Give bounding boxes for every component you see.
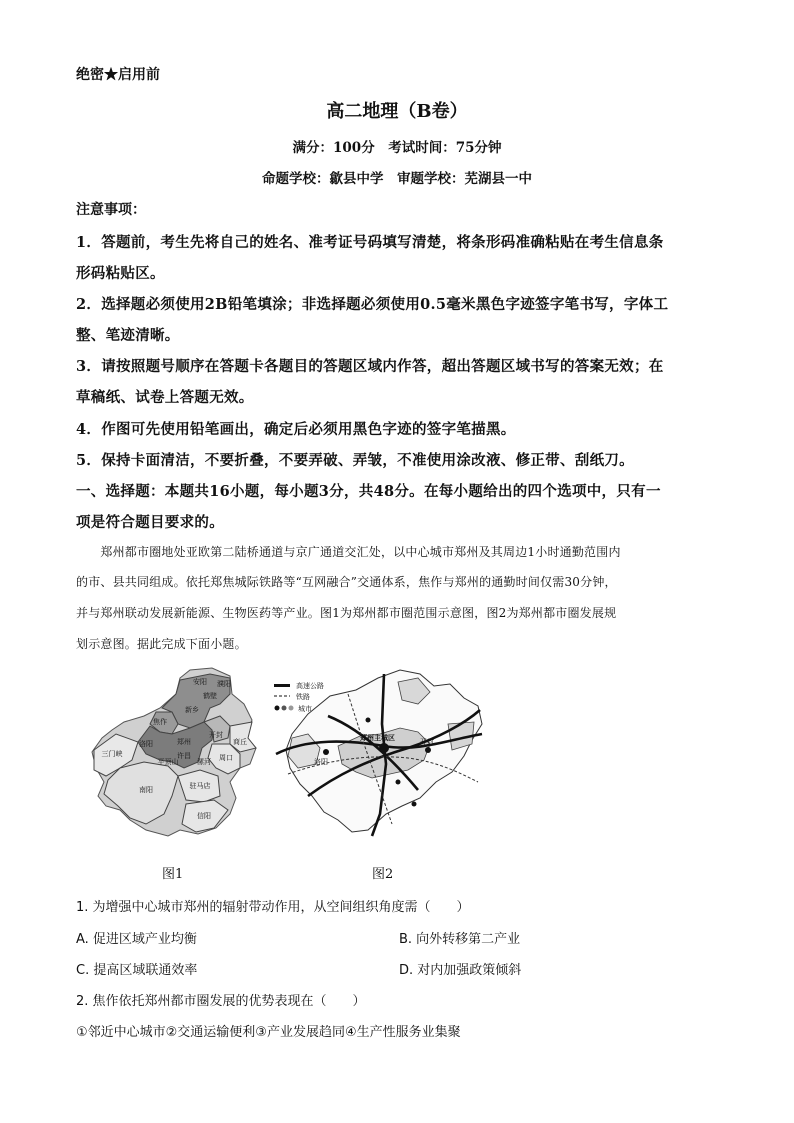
label-pingdingshan: 平顶山	[157, 758, 179, 766]
figure2-map	[268, 664, 492, 840]
question-1-option-c: C. 提高区域联通效率	[76, 963, 198, 978]
question-1-option-b: B. 向外转移第二产业	[399, 932, 521, 947]
label-nanyang: 南阳	[139, 786, 153, 794]
label-kaifeng: 开封	[209, 731, 223, 739]
label-puyang: 濮阳	[217, 680, 231, 688]
notice-line: 3．请按照题号顺序在答题卡各题目的答题区域内作答，超出答题区域书写的答案无效；在	[76, 358, 664, 375]
passage-line: 并与郑州联动发展新能源、生物医药等产业。图1为郑州都市圈范围示意图，图2为郑州都市圈发展规	[76, 606, 617, 620]
label-hebi: 鹤壁	[203, 692, 217, 700]
label-zhengzhou: 郑州	[177, 738, 191, 746]
label-zhengzhou-main: 郑州主城区	[360, 734, 395, 742]
notice-line: 1．答题前，考生先将自己的姓名、准考证号码填写清楚，将条形码准确粘贴在考生信息条	[76, 234, 664, 251]
label-luoyang: 洛阳	[139, 740, 153, 748]
label-kaifeng: 开封	[420, 738, 434, 746]
notice-line: 5．保持卡面清洁，不要折叠，不要弄破、弄皱，不准使用涂改液、修正带、刮纸刀。	[76, 452, 634, 469]
figure1-map	[80, 664, 276, 840]
passage-line: 划示意图。据此完成下面小题。	[76, 637, 247, 651]
label-zhoukou: 周口	[219, 754, 233, 762]
notice-line: 2．选择题必须使用2B铅笔填涂；非选择题必须使用0.5毫米黑色字迹签字笔书写，字体工	[76, 296, 669, 313]
passage-line: 的市、县共同组成。依托郑焦城际铁路等“互网融合”交通体系，焦作与郑州的通勤时间仅需30分钟，	[76, 575, 617, 589]
notice-heading: 注意事项：	[76, 202, 146, 218]
figure1-caption: 图1	[162, 867, 184, 882]
label-luohe: 漯河	[197, 758, 211, 766]
legend-highway: 高速公路	[296, 682, 324, 690]
question-1-option-a: A. 促进区域产业均衡	[76, 932, 197, 947]
question-1-option-d: D. 对内加强政策倾斜	[399, 963, 522, 978]
label-xinyang: 信阳	[197, 812, 211, 820]
label-jiaozuo: 焦作	[153, 718, 167, 726]
section-heading: 一、选择题：本题共16小题，每小题3分，共48分。在每小题给出的四个选项中，只有一	[76, 483, 661, 500]
page-title: 高二地理（B卷）	[326, 101, 468, 122]
question-2-items: ①邻近中心城市②交通运输便利③产业发展趋同④生产性服务业集聚	[76, 1025, 461, 1040]
question-2-stem: 2. 焦作依托郑州都市圈发展的优势表现在（ ）	[76, 994, 366, 1009]
label-xuchang: 许昌	[177, 752, 191, 760]
legend-railway: 铁路	[296, 693, 310, 701]
section-heading-cont: 项是符合题目要求的。	[76, 514, 224, 531]
notice-line: 草稿纸、试卷上答题无效。	[76, 389, 254, 406]
notice-line: 整、笔迹清晰。	[76, 327, 180, 344]
label-sanmenxia: 三门峡	[101, 750, 123, 758]
question-1-stem: 1. 为增强中心城市郑州的辐射带动作用，从空间组织角度需（ ）	[76, 900, 470, 915]
schools-info: 命题学校：歙县中学 审题学校：芜湖县一中	[262, 171, 532, 187]
label-xinxiang: 新乡	[185, 706, 199, 714]
label-zhumadian: 驻马店	[189, 782, 211, 790]
passage-line: 郑州都市圈地处亚欧第二陆桥通道与京广通道交汇处，以中心城市郑州及其周边1小时通勤范围内	[76, 545, 621, 559]
exam-info: 满分：100分 考试时间：75分钟	[292, 140, 502, 156]
legend-city: 城市	[298, 705, 312, 713]
notice-line: 形码粘贴区。	[76, 265, 165, 282]
label-shangqiu: 商丘	[233, 738, 247, 746]
label-luoyang: 洛阳	[314, 758, 328, 766]
figure2-caption: 图2	[372, 867, 394, 882]
label-anyang: 安阳	[193, 678, 207, 686]
confidential-mark: 绝密★启用前	[76, 67, 160, 83]
notice-line: 4．作图可先使用铅笔画出，确定后必须用黑色字迹的签字笔描黑。	[76, 421, 516, 438]
